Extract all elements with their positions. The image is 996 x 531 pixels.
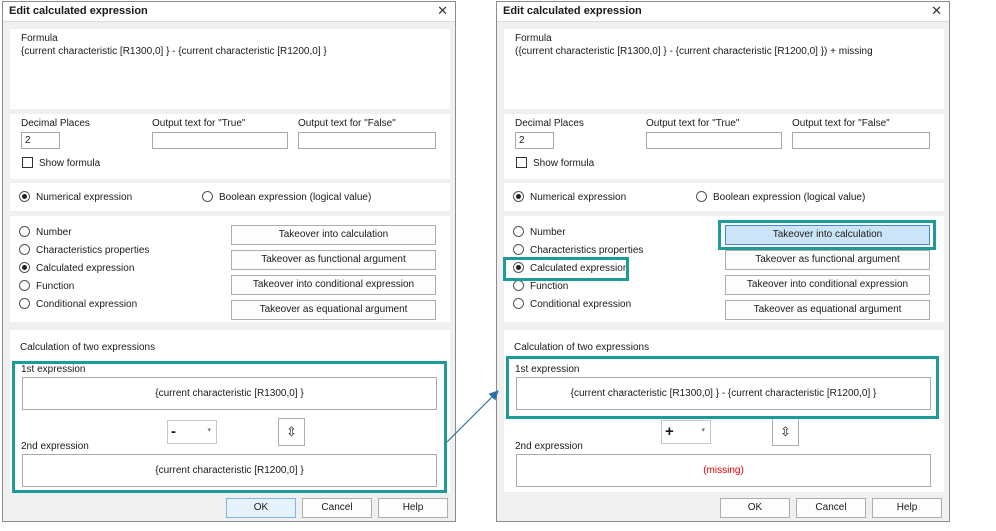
numerical-expression-label: Numerical expression [530,192,627,203]
decimal-places-label: Decimal Places [21,118,90,129]
chevron-down-icon: ▾ [701,427,705,434]
type-number-label: Number [36,227,72,238]
first-expression-box[interactable]: {current characteristic [R1300,0] } [22,377,437,410]
operator-value: + [665,423,674,440]
type-characteristics-properties-label: Characteristics properties [530,245,644,256]
numerical-expression-label: Numerical expression [36,192,133,203]
chevron-down-icon: ▾ [207,427,211,434]
close-icon[interactable]: ✕ [931,3,942,18]
formula-label: Formula [515,33,552,44]
ok-button[interactable]: OK [226,498,296,518]
type-calculated-expression-label: Calculated expression [36,263,135,274]
swap-vertical-icon[interactable]: ⇳ [772,418,799,446]
decimal-places-input[interactable]: 2 [21,132,60,149]
help-button[interactable]: Help [378,498,448,518]
close-icon[interactable]: ✕ [437,3,448,18]
output-true-label: Output text for "True" [152,118,246,129]
help-button[interactable]: Help [872,498,942,518]
second-expression-label: 2nd expression [515,441,583,452]
takeover-into-calculation-button[interactable]: Takeover into calculation [725,225,930,245]
first-expression-box[interactable]: {current characteristic [R1300,0] } - {current characteristic [R1200,0] } [516,377,931,410]
cancel-button[interactable]: Cancel [302,498,372,518]
second-expression-box[interactable]: (missing) [516,454,931,487]
second-expression-box[interactable]: {current characteristic [R1200,0] } [22,454,437,487]
show-formula-label: Show formula [533,158,595,169]
takeover-into-conditional-expression-button[interactable]: Takeover into conditional expression [231,275,436,295]
calculation-label: Calculation of two expressions [20,342,156,353]
decimal-places-input[interactable]: 2 [515,132,554,149]
takeover-into-conditional-expression-button[interactable]: Takeover into conditional expression [725,275,930,295]
takeover-as-equational-argument-button[interactable]: Takeover as equational argument [725,300,930,320]
formula-label: Formula [21,33,58,44]
takeover-into-calculation-button[interactable]: Takeover into calculation [231,225,436,245]
type-conditional-expression-label: Conditional expression [36,299,138,310]
dialog-title: Edit calculated expression [9,5,148,17]
type-number-label: Number [530,227,566,238]
type-function-label: Function [530,281,569,292]
formula-text: {current characteristic [R1300,0] } - {current characteristic [R1200,0] } [21,46,327,57]
swap-vertical-icon[interactable]: ⇳ [278,418,305,446]
type-conditional-expression-label: Conditional expression [530,299,632,310]
show-formula-label: Show formula [39,158,101,169]
cancel-button[interactable]: Cancel [796,498,866,518]
decimal-places-label: Decimal Places [515,118,584,129]
takeover-as-equational-argument-button[interactable]: Takeover as equational argument [231,300,436,320]
output-false-label: Output text for "False" [298,118,396,129]
boolean-expression-label: Boolean expression (logical value) [219,192,372,203]
second-expression-label: 2nd expression [21,441,89,452]
type-function-label: Function [36,281,75,292]
operator-value: - [171,423,176,440]
takeover-as-functional-argument-button[interactable]: Takeover as functional argument [725,250,930,270]
ok-button[interactable]: OK [720,498,790,518]
dialog-title: Edit calculated expression [503,5,642,17]
calculation-label: Calculation of two expressions [514,342,650,353]
formula-text: ({current characteristic [R1300,0] } - {current characteristic [R1200,0] }) + missing [515,46,873,57]
first-expression-label: 1st expression [515,364,580,375]
boolean-expression-label: Boolean expression (logical value) [713,192,866,203]
first-expression-label: 1st expression [21,364,86,375]
type-characteristics-properties-label: Characteristics properties [36,245,150,256]
output-false-label: Output text for "False" [792,118,890,129]
type-calculated-expression-label: Calculated expression [530,263,629,274]
takeover-as-functional-argument-button[interactable]: Takeover as functional argument [231,250,436,270]
output-true-label: Output text for "True" [646,118,740,129]
